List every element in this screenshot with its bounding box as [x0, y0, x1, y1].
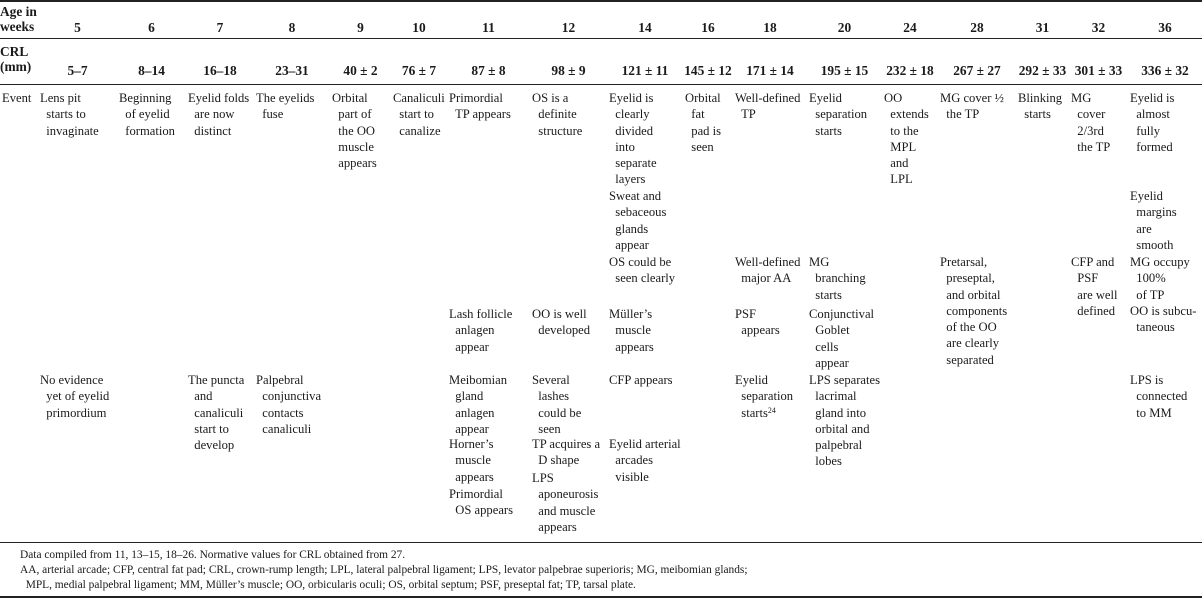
age-week-value: 24: [903, 20, 917, 35]
event-entry: Eyelid is almost fully formed: [1130, 91, 1175, 154]
event-entry: PSF appears: [735, 307, 780, 338]
age-week-value: 14: [638, 20, 652, 35]
footnote-abbreviations: AA, arterial arcade; CFP, central fat pad; CRL, crown-rump length; LPL, lateral palpebral ligament; LPS, levator palpebrae superioris; MG, meibomian glands; MPL, medial palpebral ligament; MM, Müller’s muscle; OO, orbicularis oculi; OS, orbital septum; PSF, preseptal fat; TP, tarsal plate.: [20, 564, 748, 591]
table-bottom-rule: [0, 542, 1202, 543]
age-week-value: 12: [561, 20, 576, 35]
event-entry: Beginning of eyelid formation: [119, 91, 175, 138]
crl-value: 5–7: [67, 63, 88, 78]
header-rule-1: [0, 38, 1202, 39]
event-entry: Orbital part of the OO muscle appears: [332, 91, 377, 171]
age-week-value: 9: [357, 20, 364, 35]
event-entry: MG branching starts: [809, 255, 866, 302]
event-entry: CFP and PSF are well defined: [1071, 255, 1118, 318]
event-entry: Meibomian gland anlagen appear: [449, 373, 508, 436]
event-entry: Eyelid folds are now distinct: [188, 91, 250, 138]
event-entry: Palpebral conjunctiva contacts canaliculi: [256, 373, 322, 436]
event-entry: Well-defined TP: [735, 91, 801, 122]
event-entry: Canaliculi start to canalize: [393, 91, 445, 138]
event-entry: Eyelid arterial arcades visible: [609, 437, 681, 484]
event-entry: Pretarsal, preseptal, and orbital components of the OO are clearly separated: [940, 255, 1008, 367]
event-entry: Primordial TP appears: [449, 91, 511, 122]
event-entry: Blinking starts: [1018, 91, 1063, 122]
event-entry: TP acquires a D shape: [532, 437, 601, 468]
age-week-value: 16: [701, 20, 715, 35]
event-entry: Orbital fat pad is seen: [685, 91, 722, 154]
event-entry: LPS aponeurosis and muscle appears: [532, 471, 599, 534]
crl-value: 121 ± 11: [621, 63, 669, 78]
age-week-value: 32: [1091, 20, 1106, 35]
crl-value: 292 ± 33: [1018, 63, 1067, 78]
crl-value: 301 ± 33: [1074, 63, 1123, 78]
crl-value: 195 ± 15: [820, 63, 869, 78]
event-row-label: Event: [2, 91, 32, 105]
event-entry: Lens pit starts to invaginate: [40, 91, 99, 138]
event-entry: Lash follicle anlagen appear: [449, 307, 513, 354]
crl-value: 232 ± 18: [886, 63, 934, 78]
age-week-value: 6: [148, 20, 155, 35]
crl-value: 145 ± 12: [684, 63, 732, 78]
event-entry: OO is well developed: [532, 307, 591, 338]
age-week-value: 31: [1035, 20, 1050, 35]
crl-value: 8–14: [138, 63, 165, 78]
age-week-value: 36: [1158, 20, 1172, 35]
event-entry: Primordial OS appears: [449, 487, 514, 518]
event-entry: LPS is connected to MM: [1130, 373, 1188, 420]
event-entry: OS could be seen clearly: [609, 255, 676, 286]
age-week-value: 10: [412, 20, 426, 35]
age-week-value: 20: [837, 20, 852, 35]
event-entry: Well-defined major AA: [735, 255, 801, 286]
age-week-value: 11: [482, 20, 495, 35]
event-entry: MG cover 2/3rd the TP: [1071, 91, 1111, 154]
event-entry: The eyelids fuse: [256, 91, 315, 122]
event-entry: LPS separates lacrimal gland into orbital and palpebral lobes: [809, 373, 880, 469]
event-entry: Eyelid margins are smooth: [1130, 189, 1177, 252]
crl-value: 23–31: [275, 63, 309, 78]
age-week-value: 28: [970, 20, 984, 35]
age-week-value: 5: [74, 20, 81, 35]
event-entry: Eyelid is clearly divided into separate layers: [609, 91, 657, 187]
crl-value: 40 ± 2: [343, 63, 378, 78]
crl-value: 336 ± 32: [1141, 63, 1189, 78]
event-entry: OO extends to the MPL and LPL: [884, 91, 929, 187]
event-entry: Müller’s muscle appears: [609, 307, 654, 354]
event-entry: Eyelid separation starts$^{24}$: [735, 373, 794, 420]
event-entry: OS is a definite structure: [532, 91, 583, 138]
event-entry: MG cover ½ the TP: [940, 91, 1005, 122]
crl-header-label: CRL (mm): [0, 44, 32, 74]
age-week-value: 18: [763, 20, 777, 35]
event-entry: OO is subcu- taneous: [1130, 304, 1197, 335]
event-entry: Several lashes could be seen: [532, 373, 582, 436]
event-entry: Eyelid separation starts: [809, 91, 868, 138]
crl-value: 98 ± 9: [551, 63, 586, 78]
crl-value: 16–18: [203, 63, 237, 78]
event-entry: No evidence yet of eyelid primordium: [40, 373, 110, 420]
footnote-sources: Data compiled from 11, 13–15, 18–26. Normative values for CRL obtained from 27.: [20, 549, 406, 561]
age-week-value: 7: [216, 20, 224, 35]
event-entry: Horner’s muscle appears: [449, 437, 494, 484]
header-rule-2: [0, 84, 1202, 85]
citation-superscript: 24: [767, 405, 776, 415]
crl-value: 171 ± 14: [746, 63, 794, 78]
event-entry: Conjunctival Goblet cells appear: [809, 307, 875, 370]
event-entry: The puncta and canaliculi start to develop: [188, 373, 245, 453]
age-header-label: Age in weeks: [0, 4, 37, 34]
crl-value: 267 ± 27: [953, 63, 1001, 78]
event-entry: MG occupy 100% of TP: [1130, 255, 1190, 302]
age-week-value: 8: [288, 20, 296, 35]
top-rule: [0, 0, 1202, 2]
event-entry: CFP appears: [609, 373, 673, 387]
crl-value: 87 ± 8: [471, 63, 506, 78]
event-entry: Sweat and sebaceous glands appear: [609, 189, 667, 252]
crl-value: 76 ± 7: [401, 63, 437, 78]
